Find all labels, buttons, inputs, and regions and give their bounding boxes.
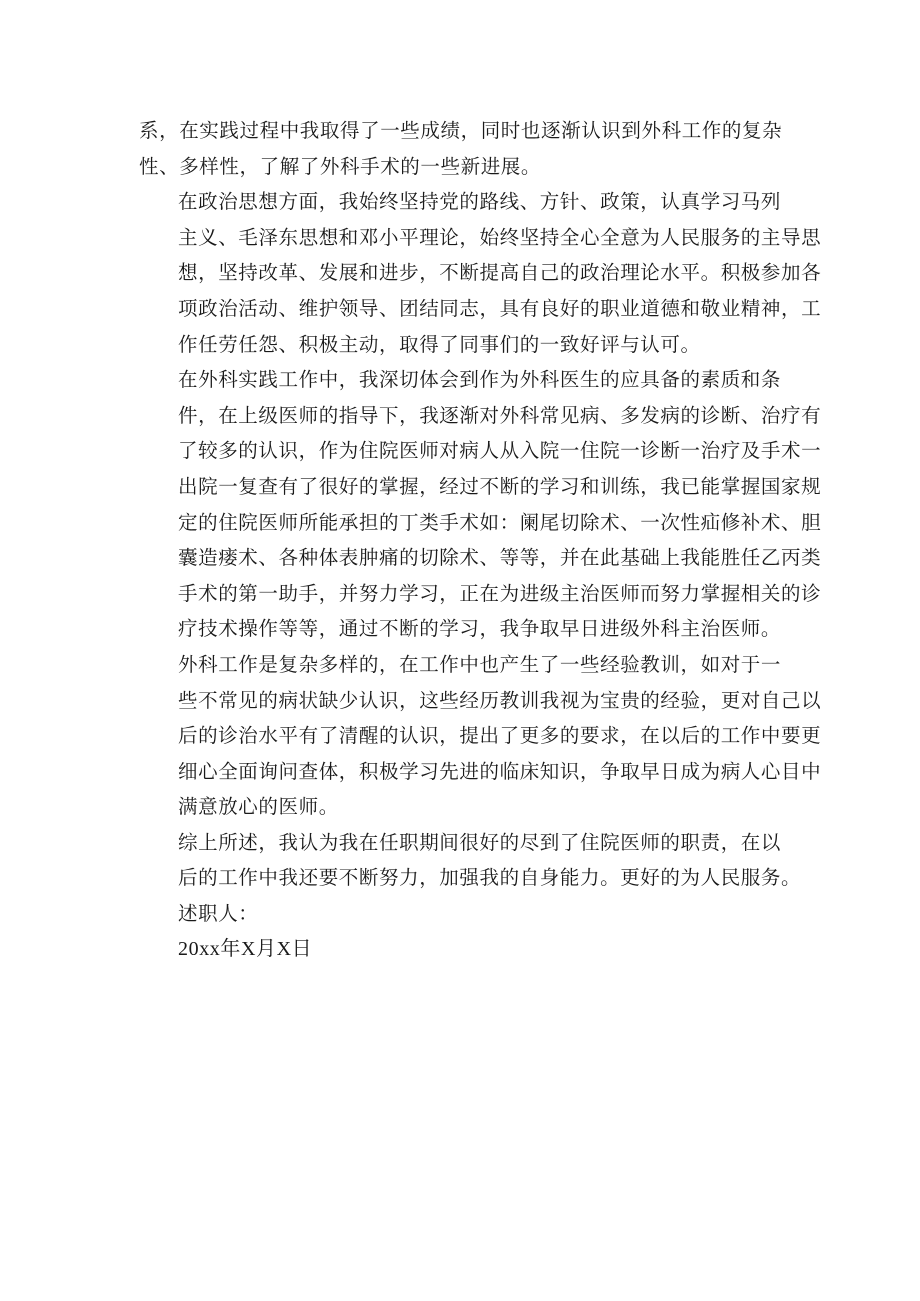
signature-label: 述职人： — [178, 902, 259, 926]
paragraph-line: 囊造瘘术、各种体表肿痛的切除术、等等，并在此基础上我能胜任乙丙类 — [178, 546, 822, 570]
paragraph-line: 定的住院医师所能承担的丁类手术如：阑尾切除术、一次性疝修补术、胆 — [178, 510, 822, 534]
paragraph-line: 后的工作中我还要不断努力，加强我的自身能力。更好的为人民服务。 — [178, 866, 802, 890]
paragraph-line: 想，坚持改革、发展和进步，不断提高自己的政治理论水平。积极参加各 — [178, 261, 822, 285]
body-paragraph — [139, 362, 822, 647]
paragraph-line: 后的诊治水平有了清醒的认识，提出了更多的要求，在以后的工作中要更 — [178, 724, 822, 748]
paragraph-line: 些不常见的病状缺少认识，这些经历教训我视为宝贵的经验，更对自己以 — [178, 688, 822, 712]
document-body — [139, 113, 822, 967]
paragraph-line: 了较多的认识，作为住院医师对病人从入院一住院一诊断一治疗及手术一 — [178, 439, 822, 463]
signature-date: 20xx年X月X日 — [178, 937, 313, 960]
paragraph-line: 作任劳任怨、积极主动，取得了同事们的一致好评与认可。 — [178, 332, 701, 356]
body-paragraph — [139, 647, 822, 825]
paragraph-line: 综上所述，我认为我在任职期间很好的尽到了住院医师的职责，在以 — [178, 830, 782, 854]
body-paragraph — [139, 825, 802, 896]
paragraph-line: 项政治活动、维护领导、团结同志，具有良好的职业道德和敬业精神，工 — [178, 296, 822, 320]
paragraph-line: 主义、毛泽东思想和邓小平理论，始终坚持全心全意为人民服务的主导思 — [178, 225, 822, 249]
paragraph-line: 疗技术操作等等，通过不断的学习，我争取早日进级外科主治医师。 — [178, 617, 782, 641]
body-paragraph — [139, 113, 784, 184]
body-paragraph — [139, 184, 822, 362]
paragraph-line: 系，在实践过程中我取得了一些成绩，同时也逐渐认识到外科工作的复杂 — [139, 119, 783, 142]
paragraph-line: 件，在上级医师的指导下，我逐渐对外科常见病、多发病的诊断、治疗有 — [178, 403, 822, 427]
paragraph-line: 外科工作是复杂多样的，在工作中也产生了一些经验教训，如对于一 — [178, 652, 782, 676]
paragraph-line: 满意放心的医师。 — [178, 795, 339, 819]
paragraph-line: 出院一复查有了很好的掌握，经过不断的学习和训练，我已能掌握国家规 — [178, 474, 822, 498]
paragraph-line: 手术的第一助手，并努力学习，正在为进级主治医师而努力掌握相关的诊 — [178, 581, 822, 605]
paragraph-line: 性、多样性，了解了外科手术的一些新进展。 — [139, 154, 542, 178]
paragraph-line: 在外科实践工作中，我深切体会到作为外科医生的应具备的素质和条 — [178, 368, 782, 392]
paragraph-line: 细心全面询问查体，积极学习先进的临床知识，争取早日成为病人心目中 — [178, 759, 822, 783]
paragraph-line: 在政治思想方面，我始终坚持党的路线、方针、政策，认真学习马列 — [178, 190, 782, 214]
